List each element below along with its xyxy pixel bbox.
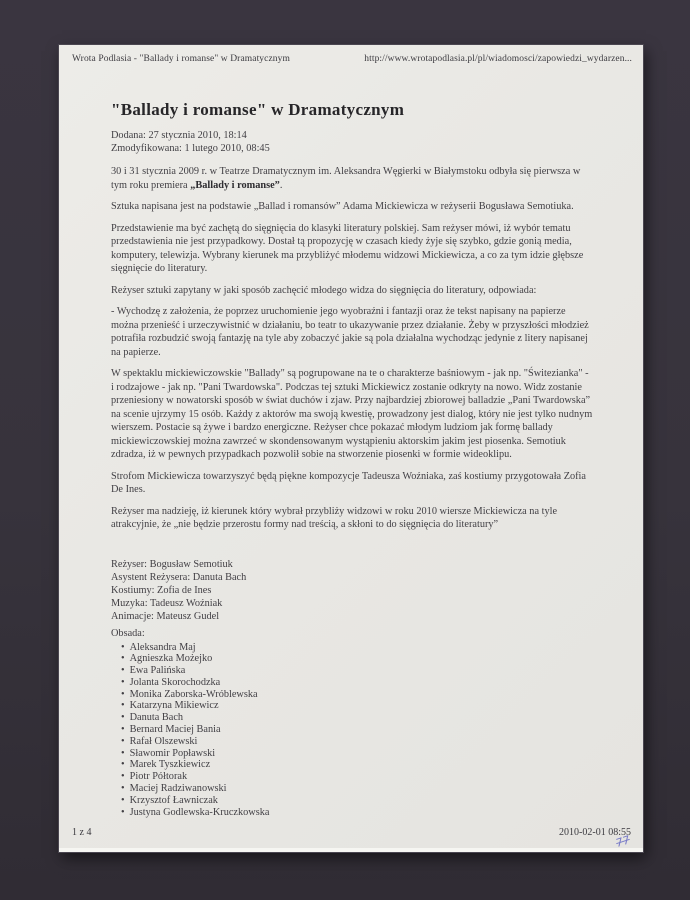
- paragraph-question: Reżyser sztuki zapytany w jaki sposób zachęcić młodego widza do sięgnięcia do literatury, odpowiada:: [111, 284, 537, 296]
- bullet-icon: •: [121, 676, 125, 688]
- cast-member: [121, 724, 593, 736]
- paragraph-show-description: W spektaklu mickiewiczowskie "Ballady" są pogrupowane na te o charakterze baśniowym - jak np. "Świtezianka" - i rodzajowe - jak np. "Pani Twardowska". Podczas tej sztuki Mickiewicz zostanie odkryty na nowo. Widz zostanie przeniesiony w nowatorski sposób w świat duchów i zjaw. Przy najbardziej zbiorowej balladzie „Pani Twardowska” na scenie ujrzymy 15 osób. Każdy z aktorów ma swoją kwestię, prowadzony jest dialog, który nie jest tylko nudnym wierszem. Postacie są żywe i bardzo energiczne. Reżyser chce pokazać młodym ludziom jak formę ballady mickiewiczowskiej można zawrzeć w skondensowanym wystąpieniu aktorskim jakim jest piosenka. Semotiuk zdradza, iż w pewnych przypadkach pozwolił sobie na stworzenie piosenki w formie wideoklipu.: [111, 368, 593, 460]
- credits-block: [111, 558, 593, 623]
- cast-member: [121, 665, 593, 677]
- print-footer: [72, 827, 632, 850]
- credit-line: Muzyka: Tadeusz Woźniak: [111, 597, 223, 609]
- credit-line: Kostiumy: Zofia de Ines: [111, 584, 212, 596]
- cast-member: [121, 653, 593, 665]
- handwritten-mark: 77: [614, 833, 632, 850]
- cast-member-name: Justyna Godlewska-Kruczkowska: [129, 806, 270, 818]
- paragraph-premiere-period: .: [279, 179, 283, 191]
- bullet-icon: •: [121, 747, 125, 759]
- article-meta: [111, 129, 593, 155]
- paragraph-premiere-text: 30 i 31 stycznia 2009 r. w Teatrze Dramatycznym im. Aleksandra Węgierki w Białymstoku odbyła się pierwsza w tym roku premiera: [111, 166, 581, 191]
- cast-member: [121, 771, 593, 783]
- cast-member: [121, 748, 593, 760]
- print-timestamp: 2010-02-01 08:55: [559, 827, 631, 838]
- paragraph-hope: Reżyser ma nadzieję, iż kierunek który wybrał przybliży widzowi w roku 2010 wiersze Mickiewicza na tyle atrakcyjnie, że „nie będzie przerostu formy nad treścią, a skłoni to do sięgnięcia do literatury”: [111, 505, 558, 530]
- cast-member-name: Piotr Półtorak: [129, 771, 188, 783]
- cast-member-name: Danuta Bach: [129, 712, 184, 724]
- cast-member-name: Monika Zaborska-Wróblewska: [129, 688, 258, 700]
- cast-member: [121, 783, 593, 795]
- paragraph-music-costumes: Strofom Mickiewicza towarzyszyć będą piękne kompozycje Tadeusza Woźniaka, zaś kostiumy przygotowała Zofia De Ines.: [111, 470, 586, 495]
- cast-member-name: Bernard Maciej Bania: [129, 724, 221, 736]
- bullet-icon: •: [121, 700, 125, 712]
- bullet-icon: •: [121, 665, 125, 677]
- timestamp-area: [559, 827, 632, 850]
- cast-member-name: Maciej Radziwanowski: [129, 783, 227, 795]
- bullet-icon: •: [121, 712, 125, 724]
- bullet-icon: •: [121, 688, 125, 700]
- article-content: [111, 45, 593, 818]
- bullet-icon: •: [121, 724, 125, 736]
- credit-line: Asystent Reżysera: Danuta Bach: [111, 571, 247, 583]
- bullet-icon: •: [121, 653, 125, 665]
- print-header-title: Wrota Podlasia - "Ballady i romanse" w Dramatycznym: [72, 54, 290, 64]
- cast-member: [121, 700, 593, 712]
- cast-member: [121, 759, 593, 771]
- cast-member-name: Aleksandra Maj: [129, 641, 196, 653]
- paragraph-premiere: [111, 165, 593, 192]
- bullet-icon: •: [121, 806, 125, 818]
- print-header-url: http://www.wrotapodlasia.pl/pl/wiadomosci/zapowiedzi_wydarzen...: [364, 54, 632, 64]
- cast-member-name: Jolanta Skorochodzka: [129, 676, 221, 688]
- cast-member-name: Krzysztof Ławniczak: [129, 794, 218, 806]
- cast-member-name: Ewa Palińska: [129, 665, 186, 677]
- cast-member: [121, 795, 593, 807]
- cast-member: [121, 689, 593, 701]
- paragraph-basis: Sztuka napisana jest na podstawie „Ballad i romansów” Adama Mickiewicza w reżyserii Bogusława Semotiuka.: [111, 201, 574, 212]
- cast-member: [121, 712, 593, 724]
- bullet-icon: •: [121, 641, 125, 653]
- cast-member-name: Agnieszka Możejko: [129, 653, 213, 665]
- bullet-icon: •: [121, 771, 125, 783]
- article-title: "Ballady i romanse" w Dramatycznym: [111, 100, 405, 119]
- credit-line: Animacje: Mateusz Gudel: [111, 610, 220, 622]
- bullet-icon: •: [121, 794, 125, 806]
- cast-member: [121, 807, 593, 819]
- cast-list: [111, 642, 593, 819]
- page-number: 1 z 4: [72, 827, 92, 838]
- cast-member: [121, 642, 593, 654]
- bullet-icon: •: [121, 783, 125, 795]
- cast-member-name: Marek Tyszkiewicz: [129, 759, 211, 771]
- cast-heading: Obsada:: [111, 627, 145, 639]
- cast-member-name: Sławomir Popławski: [129, 747, 216, 759]
- cast-member-name: Katarzyna Mikiewicz: [129, 700, 219, 712]
- date-added: Dodana: 27 stycznia 2010, 18:14: [111, 130, 247, 141]
- cast-member: [121, 677, 593, 689]
- credit-line: Reżyser: Bogusław Semotiuk: [111, 558, 233, 570]
- paragraph-premiere-bold-title: „Ballady i romanse”: [190, 179, 280, 191]
- paragraph-motivation: Przedstawienie ma być zachętą do sięgnięcia do klasyki literatury polskiej. Sam reżyser mówi, iż wybór tematu przedstawienia nie jest przypadkowy. Dostał tą propozycję w czasach kiedy żyje się szybko, gdzie gonią media, komputery, telewizja. Wybrany kierunek ma przybliżyć młodemu widzowi Mickiewicza, a co za tym idzie głębsze sięgnięcie do literatury.: [111, 222, 584, 274]
- paragraph-answer-quote: - Wychodzę z założenia, że poprzez uruchomienie jego wyobraźni i fantazji oraz że tekst napisany na papierze można przenieść i urzeczywistnić w działaniu, bo teatr to ukazywanie przez działanie. Żeby w przyszłości młodzież potrafiła rozbudzić swoją fantazję na tyle aby zobaczyć jakie są pola działalna wychodząc jedynie z litery napisanej na papierze.: [111, 306, 589, 358]
- date-modified: Zmodyfikowana: 1 lutego 2010, 08:45: [111, 143, 270, 154]
- cast-member-name: Rafał Olszewski: [129, 735, 198, 747]
- bullet-icon: •: [121, 759, 125, 771]
- bullet-icon: •: [121, 735, 125, 747]
- printed-page: [59, 45, 643, 852]
- cast-member: [121, 736, 593, 748]
